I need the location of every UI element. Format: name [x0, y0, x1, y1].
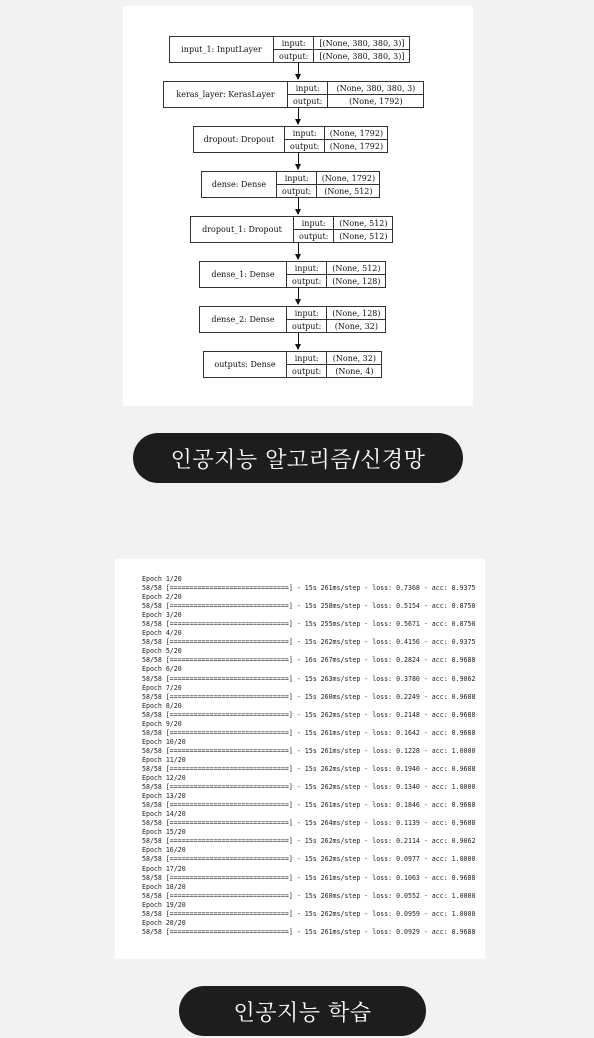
flow-arrow: [298, 332, 299, 349]
output-label: output:: [293, 96, 323, 106]
output-shape: [(None, 380, 380, 3)]: [319, 51, 405, 61]
algorithm-neural-network-button[interactable]: 인공지능 알고리즘/신경망: [133, 433, 463, 483]
flow-arrow: [298, 152, 299, 169]
output-label: output:: [290, 141, 320, 151]
layer-name: dense_1: Dense: [200, 262, 287, 287]
layer-name: input_1: InputLayer: [170, 37, 274, 62]
epoch-header: Epoch 5/20: [142, 647, 182, 656]
output-shape: (None, 512): [339, 231, 388, 241]
epoch-header: Epoch 4/20: [142, 629, 182, 638]
layer-input-1: [169, 36, 410, 63]
layer-dense-1: [199, 261, 386, 288]
flow-arrow: [298, 107, 299, 124]
epoch-header: Epoch 8/20: [142, 701, 182, 710]
output-shape: (None, 1792): [349, 96, 403, 106]
output-label: output:: [292, 366, 322, 376]
epoch-header: Epoch 10/20: [142, 737, 186, 746]
epoch-header: Epoch 12/20: [142, 774, 186, 783]
epoch-header: Epoch 9/20: [142, 719, 182, 728]
output-shape: (None, 32): [334, 321, 378, 331]
epoch-result-line: 58/58 [==============================] - 15s 261ms/step - loss: 0.1063 - acc: 0.9688: [142, 873, 476, 882]
flow-arrow: [298, 242, 299, 259]
epoch-result-line: 58/58 [==============================] - 15s 261ms/step - loss: 0.1228 - acc: 1.0000: [142, 746, 476, 755]
layer-dropout-1: [190, 216, 393, 243]
epoch-result-line: 58/58 [==============================] - 15s 261ms/step - loss: 0.0929 - acc: 0.9688: [142, 927, 476, 936]
layer-io-labels: [274, 37, 314, 62]
epoch-header: Epoch 16/20: [142, 846, 186, 855]
layer-shapes: [327, 262, 385, 287]
input-label: input:: [287, 262, 326, 275]
layer-name: outputs: Dense: [204, 352, 287, 377]
input-shape: (None, 512): [327, 262, 385, 275]
output-shape: (None, 4): [335, 366, 374, 376]
epoch-header: Epoch 6/20: [142, 665, 182, 674]
epoch-result-line: 58/58 [==============================] - 15s 261ms/step - loss: 0.7368 - acc: 0.9375: [142, 584, 476, 593]
layer-io-labels: [287, 352, 327, 377]
model-architecture-diagram: [123, 6, 473, 406]
epoch-result-line: 58/58 [==============================] - 15s 255ms/step - loss: 0.5671 - acc: 0.8750: [142, 620, 476, 629]
epoch-result-line: 58/58 [==============================] - 15s 261ms/step - loss: 0.1642 - acc: 0.9688: [142, 728, 476, 737]
output-label: output:: [292, 276, 322, 286]
layer-name: dropout_1: Dropout: [191, 217, 294, 242]
epoch-result-line: 58/58 [==============================] - 15s 260ms/step - loss: 0.2249 - acc: 0.9688: [142, 692, 476, 701]
layer-shapes: [314, 37, 409, 62]
output-shape: (None, 128): [332, 276, 381, 286]
epoch-result-line: 58/58 [==============================] - 15s 258ms/step - loss: 0.5154 - acc: 0.8750: [142, 602, 476, 611]
layer-io-labels: [288, 82, 328, 107]
epoch-result-line: 58/58 [==============================] - 15s 261ms/step - loss: 0.1846 - acc: 0.9688: [142, 801, 476, 810]
layer-io-labels: [277, 172, 317, 197]
epoch-result-line: 58/58 [==============================] - 15s 262ms/step - loss: 0.1340 - acc: 1.0000: [142, 783, 476, 792]
input-shape: (None, 32): [327, 352, 381, 365]
output-label: output:: [299, 231, 329, 241]
layer-shapes: [334, 217, 392, 242]
output-label: output:: [279, 51, 309, 61]
output-shape: (None, 1792): [329, 141, 384, 151]
epoch-result-line: 58/58 [==============================] - 15s 262ms/step - loss: 0.0977 - acc: 1.0000: [142, 855, 476, 864]
epoch-header: Epoch 7/20: [142, 683, 182, 692]
epoch-header: Epoch 11/20: [142, 755, 186, 764]
epoch-result-line: 58/58 [==============================] - 15s 262ms/step - loss: 0.1940 - acc: 0.9688: [142, 764, 476, 773]
flow-arrow: [298, 197, 299, 214]
input-label: input:: [285, 127, 324, 140]
epoch-result-line: 58/58 [==============================] - 15s 260ms/step - loss: 0.0552 - acc: 1.0000: [142, 891, 476, 900]
epoch-header: Epoch 17/20: [142, 864, 186, 873]
flow-arrow: [298, 62, 299, 79]
layer-outputs: [203, 351, 382, 378]
epoch-header: Epoch 14/20: [142, 810, 186, 819]
epoch-result-line: 58/58 [==============================] - 15s 264ms/step - loss: 0.1139 - acc: 0.9688: [142, 819, 476, 828]
layer-dropout: [193, 126, 388, 153]
layer-name: dense_2: Dense: [200, 307, 287, 332]
input-shape: [(None, 380, 380, 3)]: [314, 37, 409, 50]
epoch-result-line: 58/58 [==============================] - 16s 267ms/step - loss: 0.2824 - acc: 0.9688: [142, 656, 476, 665]
epoch-result-line: 58/58 [==============================] - 15s 263ms/step - loss: 0.3780 - acc: 0.9062: [142, 674, 476, 683]
layer-keras-layer: [163, 81, 424, 108]
layer-name: dropout: Dropout: [194, 127, 285, 152]
input-label: input:: [288, 82, 327, 95]
training-log-text: [142, 575, 475, 937]
epoch-header: Epoch 15/20: [142, 828, 186, 837]
input-label: input:: [287, 307, 326, 320]
layer-name: dense: Dense: [202, 172, 277, 197]
layer-dense-2: [199, 306, 386, 333]
epoch-header: Epoch 2/20: [142, 593, 182, 602]
output-label: output:: [292, 321, 322, 331]
epoch-header: Epoch 20/20: [142, 918, 186, 927]
epoch-header: Epoch 13/20: [142, 792, 186, 801]
input-shape: (None, 128): [327, 307, 385, 320]
input-label: input:: [274, 37, 313, 50]
layer-io-labels: [287, 262, 327, 287]
output-label: output:: [282, 186, 312, 196]
ai-training-button[interactable]: 인공지능 학습: [179, 986, 426, 1036]
epoch-header: Epoch 19/20: [142, 900, 186, 909]
epoch-result-line: 58/58 [==============================] - 15s 262ms/step - loss: 0.2148 - acc: 0.9688: [142, 710, 476, 719]
input-shape: (None, 1792): [317, 172, 379, 185]
layer-io-labels: [294, 217, 334, 242]
input-shape: (None, 380, 380, 3): [328, 82, 423, 95]
input-shape: (None, 1792): [325, 127, 387, 140]
output-shape: (None, 512): [324, 186, 373, 196]
layer-name: keras_layer: KerasLayer: [164, 82, 288, 107]
epoch-header: Epoch 18/20: [142, 882, 186, 891]
epoch-header: Epoch 1/20: [142, 575, 182, 583]
layer-shapes: [325, 127, 387, 152]
input-shape: (None, 512): [334, 217, 392, 230]
input-label: input:: [294, 217, 333, 230]
epoch-header: Epoch 3/20: [142, 611, 182, 620]
input-label: input:: [277, 172, 316, 185]
layer-dense: [201, 171, 380, 198]
layer-io-labels: [287, 307, 327, 332]
layer-shapes: [327, 307, 385, 332]
training-log-panel: [115, 559, 485, 959]
epoch-result-line: 58/58 [==============================] - 15s 262ms/step - loss: 0.4156 - acc: 0.9375: [142, 638, 476, 647]
layer-shapes: [327, 352, 381, 377]
epoch-result-line: 58/58 [==============================] - 15s 262ms/step - loss: 0.0959 - acc: 1.0000: [142, 909, 476, 918]
layer-shapes: [317, 172, 379, 197]
flow-arrow: [298, 287, 299, 304]
layer-shapes: [328, 82, 423, 107]
layer-io-labels: [285, 127, 325, 152]
input-label: input:: [287, 352, 326, 365]
epoch-result-line: 58/58 [==============================] - 15s 262ms/step - loss: 0.2114 - acc: 0.9062: [142, 837, 476, 846]
